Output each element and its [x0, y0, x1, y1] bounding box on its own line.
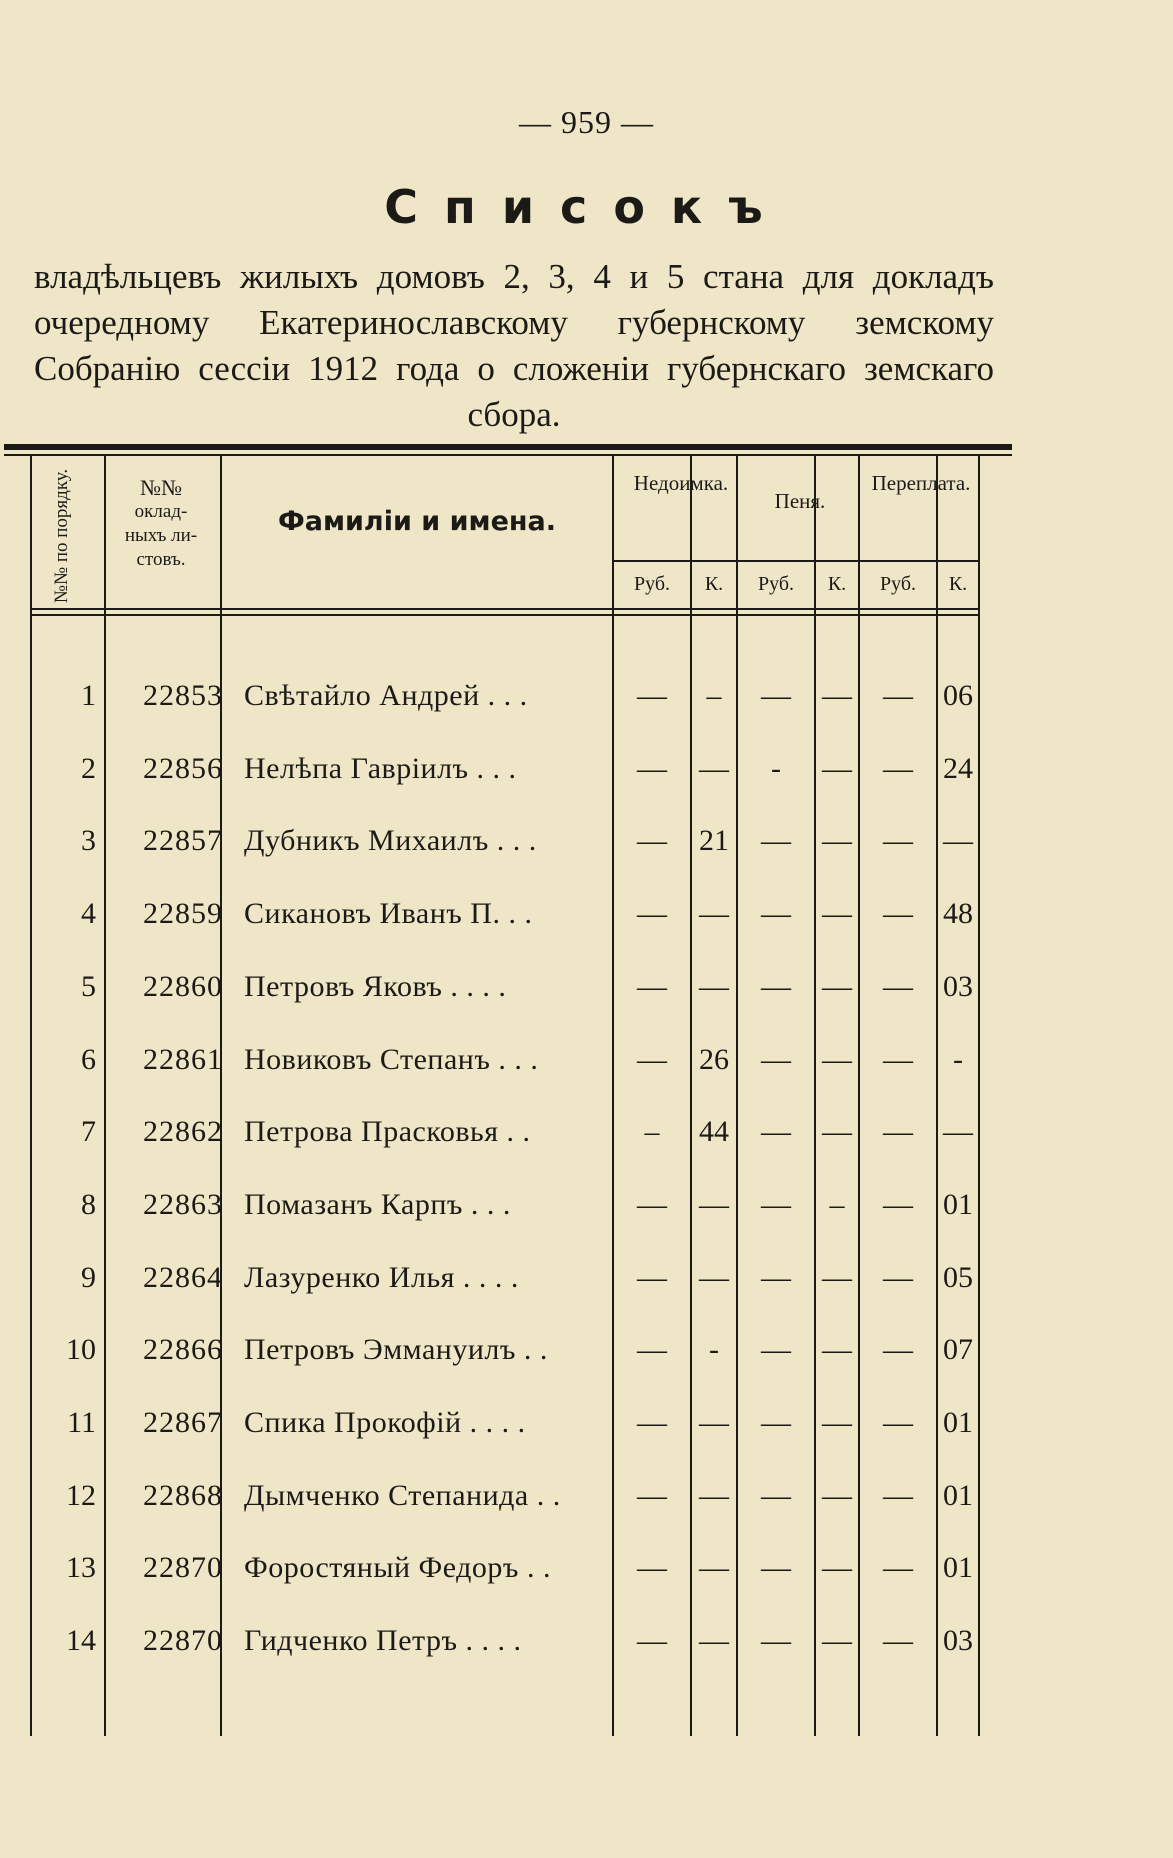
row-value: —: [761, 824, 791, 858]
table-row: [30, 660, 980, 732]
row-value: —: [637, 1042, 667, 1076]
row-sheet-number: 22870: [143, 1624, 223, 1658]
table-row: [30, 1314, 980, 1386]
row-value: —: [761, 1478, 791, 1512]
row-value: —: [822, 1406, 852, 1439]
row-name: Гидченко Петръ . . . .: [244, 1624, 522, 1658]
page-title: Списокъ: [384, 180, 789, 234]
row-sheet-number: 22859: [143, 897, 223, 931]
header-kop: К.: [827, 573, 847, 595]
row-name: Свѣтайло Андрей . . .: [244, 679, 528, 712]
table-row: [30, 733, 980, 805]
row-value: —: [761, 1406, 791, 1439]
page-subtitle: владѣльцевъ жилыхъ домовъ 2, 3, 4 и 5 стана для докладъ очередному Екатеринославскому губернскому земскому Собранію сессіи 1912 года о сложеніи губернскаго земскаго сбора.: [34, 257, 994, 434]
row-sheet-number: 22862: [143, 1115, 223, 1149]
header-rule-thin: [30, 614, 980, 616]
row-name: Спика Прокофій . . . .: [244, 1406, 526, 1439]
row-value: —: [637, 1260, 667, 1294]
table-row: [30, 951, 980, 1023]
row-number: 1: [81, 679, 96, 712]
row-value: —: [822, 1551, 852, 1585]
header-penalty: Пеня.: [774, 489, 826, 513]
row-value: -: [709, 1333, 719, 1367]
row-name: Нелѣпа Гавріилъ . . .: [244, 751, 517, 785]
row-value: —: [822, 679, 852, 712]
row-value: 01: [943, 1551, 973, 1585]
row-sheet-number: 22857: [143, 824, 223, 858]
row-value: —: [761, 1551, 791, 1585]
row-value: —: [883, 1406, 913, 1439]
row-value: —: [699, 897, 729, 931]
row-value: —: [761, 1187, 791, 1221]
row-value: —: [883, 1551, 913, 1585]
row-value: –: [644, 1115, 660, 1149]
row-value: 06: [943, 679, 973, 712]
page-number: — 959 —: [519, 104, 654, 140]
row-value: —: [699, 1478, 729, 1512]
row-value: —: [883, 1333, 913, 1367]
row-value: —: [699, 751, 729, 785]
row-value: —: [637, 1333, 667, 1367]
row-value: —: [822, 751, 852, 785]
row-number: 14: [66, 1624, 96, 1658]
row-value: —: [761, 1624, 791, 1658]
row-value: —: [822, 969, 852, 1003]
row-sheet-number: 22860: [143, 969, 223, 1003]
row-value: 21: [699, 824, 729, 858]
row-number: 5: [81, 969, 96, 1003]
ledger-table: [30, 456, 980, 1736]
row-value: 03: [943, 969, 973, 1003]
row-name: Петровъ Яковъ . . . .: [244, 969, 507, 1003]
subheader-rule: [612, 560, 980, 562]
row-number: 11: [67, 1406, 96, 1439]
row-value: —: [637, 969, 667, 1003]
row-number: 3: [81, 824, 96, 858]
row-value: —: [883, 1478, 913, 1512]
row-name: Дубникъ Михаилъ . . .: [244, 824, 537, 858]
header-arrears: Недоимка.: [633, 471, 729, 495]
table-row: [30, 1460, 980, 1532]
row-name: Новиковъ Степанъ . . .: [244, 1042, 539, 1076]
row-value: —: [883, 1624, 913, 1658]
row-sheet-number: 22870: [143, 1551, 223, 1585]
table-row: [30, 1387, 980, 1459]
row-number: 6: [81, 1042, 96, 1076]
row-value: —: [637, 1187, 667, 1221]
table-row: [30, 1605, 980, 1677]
header-overpay: Переплата.: [871, 471, 971, 495]
row-value: —: [822, 1115, 852, 1149]
row-value: —: [699, 969, 729, 1003]
table-row: [30, 805, 980, 877]
row-value: —: [822, 1042, 852, 1076]
row-value: —: [637, 1551, 667, 1585]
row-value: -: [953, 1042, 963, 1076]
row-value: —: [943, 1115, 973, 1149]
row-sheet-number: 22861: [143, 1042, 223, 1076]
row-value: —: [761, 1115, 791, 1149]
row-number: 4: [81, 897, 96, 931]
table-row: [30, 1096, 980, 1168]
row-value: 07: [943, 1333, 973, 1367]
row-value: —: [761, 969, 791, 1003]
row-value: —: [761, 1042, 791, 1076]
row-value: –: [829, 1187, 845, 1221]
top-rule: [4, 444, 1012, 450]
header-rule: [30, 608, 980, 610]
row-value: —: [699, 1187, 729, 1221]
row-name: Форостяный Федоръ . .: [244, 1551, 551, 1585]
row-value: —: [637, 1624, 667, 1658]
row-sheet-number: 22864: [143, 1260, 223, 1294]
row-value: —: [883, 824, 913, 858]
row-value: —: [883, 1187, 913, 1221]
row-value: 26: [699, 1042, 729, 1076]
row-number: 12: [66, 1478, 96, 1512]
row-value: 01: [943, 1187, 973, 1221]
row-number: 10: [66, 1333, 96, 1367]
row-value: —: [761, 679, 791, 712]
table-row: [30, 1169, 980, 1241]
row-value: —: [883, 1042, 913, 1076]
row-value: —: [822, 824, 852, 858]
row-name: Помазанъ Карпъ . . .: [244, 1187, 511, 1221]
row-sheet-number: 22868: [143, 1478, 223, 1512]
header-number: №№ по порядку.: [51, 468, 72, 604]
row-value: 05: [943, 1260, 973, 1294]
row-value: -: [771, 751, 781, 785]
row-value: 44: [699, 1115, 729, 1149]
row-value: —: [943, 824, 973, 858]
row-value: —: [699, 1624, 729, 1658]
row-value: —: [822, 1333, 852, 1367]
row-value: —: [883, 1115, 913, 1149]
row-name: Дымченко Степанида . .: [244, 1478, 561, 1512]
header-kop: К.: [948, 573, 968, 595]
row-number: 2: [81, 751, 96, 785]
row-value: —: [761, 1333, 791, 1367]
row-value: —: [822, 897, 852, 931]
row-value: —: [883, 751, 913, 785]
table-row: [30, 1024, 980, 1096]
row-value: —: [637, 679, 667, 712]
table-row: [30, 1242, 980, 1314]
row-value: —: [637, 897, 667, 931]
row-value: —: [761, 897, 791, 931]
header-name: Фамиліи и имена.: [277, 506, 557, 537]
row-name: Петрова Прасковья . .: [244, 1115, 531, 1149]
row-value: —: [637, 1478, 667, 1512]
row-value: —: [883, 1260, 913, 1294]
row-value: —: [637, 824, 667, 858]
header-kop: К.: [704, 573, 724, 595]
row-value: —: [637, 751, 667, 785]
row-sheet-number: 22867: [143, 1406, 223, 1439]
row-value: 48: [943, 897, 973, 931]
row-sheet-number: 22866: [143, 1333, 223, 1367]
row-value: —: [699, 1406, 729, 1439]
row-value: 01: [943, 1406, 973, 1439]
row-value: —: [699, 1260, 729, 1294]
row-value: —: [883, 897, 913, 931]
row-value: 24: [943, 751, 973, 785]
table-row: [30, 878, 980, 950]
row-value: 01: [943, 1478, 973, 1512]
table-row: [30, 1532, 980, 1604]
row-value: —: [822, 1624, 852, 1658]
row-value: 03: [943, 1624, 973, 1658]
header-rub: Руб.: [879, 573, 917, 595]
header-rub: Руб.: [757, 573, 795, 595]
row-number: 7: [81, 1115, 96, 1149]
row-value: —: [822, 1260, 852, 1294]
header-sheet: №№ оклад- ныхъ ли- стовъ.: [124, 475, 198, 570]
row-name: Сикановъ Иванъ П. . .: [244, 897, 533, 931]
row-value: —: [637, 1406, 667, 1439]
row-value: —: [822, 1478, 852, 1512]
row-name: Петровъ Эммануилъ . .: [244, 1333, 548, 1367]
row-value: —: [699, 1551, 729, 1585]
row-sheet-number: 22863: [143, 1187, 223, 1221]
row-name: Лазуренко Илья . . . .: [244, 1260, 519, 1294]
row-number: 9: [81, 1260, 96, 1294]
row-sheet-number: 22853: [143, 679, 223, 712]
row-number: 8: [81, 1187, 96, 1221]
row-sheet-number: 22856: [143, 751, 223, 785]
row-value: —: [883, 679, 913, 712]
row-value: –: [706, 679, 722, 712]
row-value: —: [761, 1260, 791, 1294]
row-value: —: [883, 969, 913, 1003]
row-number: 13: [66, 1551, 96, 1585]
header-rub: Руб.: [633, 573, 671, 595]
